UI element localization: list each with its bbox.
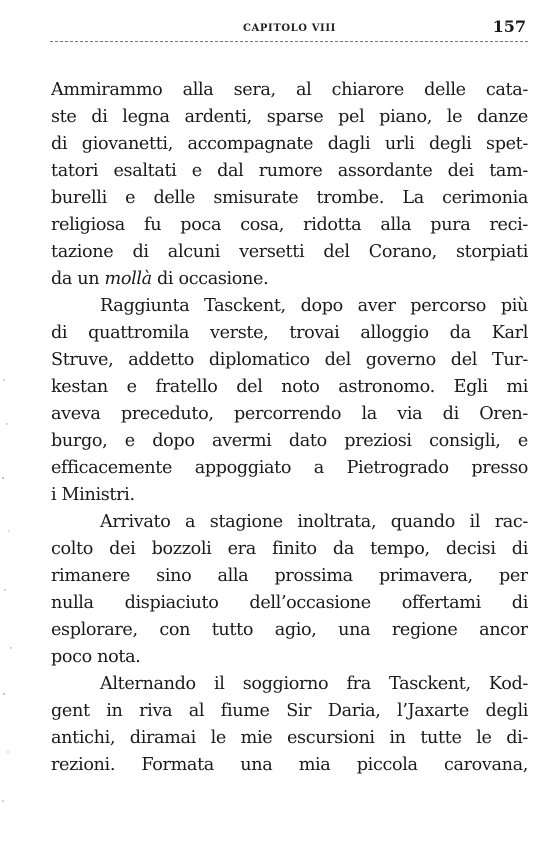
scan-margin-specks (0, 360, 22, 840)
chapter-running-title: CAPITOLO VIII (243, 23, 336, 34)
paragraph-3 (51, 509, 528, 671)
page-number: 157 (492, 17, 526, 36)
text-line: aveva preceduto, percorrendo la via di Oren- (51, 404, 528, 424)
paragraph-1 (51, 77, 528, 293)
text-line: esplorare, con tutto agio, una regione ancor (51, 620, 528, 640)
body-text (51, 77, 528, 779)
text-line: Arrivato a stagione inoltrata, quando il rac- (100, 512, 528, 532)
text-line: antichi, diramai le mie escursioni in tutte le di- (51, 728, 528, 748)
text-run: da un (51, 269, 105, 289)
text-line: di quattromila verste, trovai alloggio da Karl (51, 323, 528, 343)
paragraph-2 (51, 293, 528, 509)
text-line (51, 266, 528, 293)
header-rule (50, 41, 528, 42)
text-line: Raggiunta Tasckent, dopo aver percorso più (100, 296, 528, 316)
text-line: Alternando il soggiorno fra Tasckent, Kod- (100, 674, 528, 694)
text-line: i Ministri. (51, 485, 135, 505)
text-line: ste di legna ardenti, sparse pel piano, le danze (51, 107, 528, 127)
text-line: colto dei bozzoli era finito da tempo, decisi di (51, 539, 528, 559)
text-line: nulla dispiaciuto dell’occasione offertami di (51, 593, 528, 613)
paragraph-4 (51, 671, 528, 779)
text-line: rezioni. Formata una mia piccola carovana, (51, 755, 528, 775)
text-line: gent in riva al fiume Sir Daria, l’Jaxarte degli (51, 701, 528, 721)
text-line: tazione di alcuni versetti del Corano, storpiati (51, 242, 528, 262)
text-run: di occasione. (151, 269, 269, 289)
running-head (50, 17, 528, 39)
text-line: di giovanetti, accompagnate dagli urli degli spet- (51, 134, 528, 154)
text-line: Ammirammo alla sera, al chiarore delle cata- (51, 80, 528, 100)
text-line: religiosa fu poca cosa, ridotta alla pura reci- (51, 215, 528, 235)
text-line: kestan e fratello del noto astronomo. Egli mi (51, 377, 528, 397)
text-line: burelli e delle smisurate trombe. La cerimonia (51, 188, 528, 208)
italic-word: mollà (104, 269, 152, 289)
text-line: rimanere sino alla prossima primavera, per (51, 566, 528, 586)
text-line: tatori esaltati e dal rumore assordante dei tam- (51, 161, 528, 181)
text-line: efficacemente appoggiato a Pietrogrado presso (51, 458, 528, 478)
text-line: Struve, addetto diplomatico del governo del Tur- (51, 350, 528, 370)
text-line: poco nota. (51, 647, 141, 667)
text-line: burgo, e dopo avermi dato preziosi consigli, e (51, 431, 528, 451)
